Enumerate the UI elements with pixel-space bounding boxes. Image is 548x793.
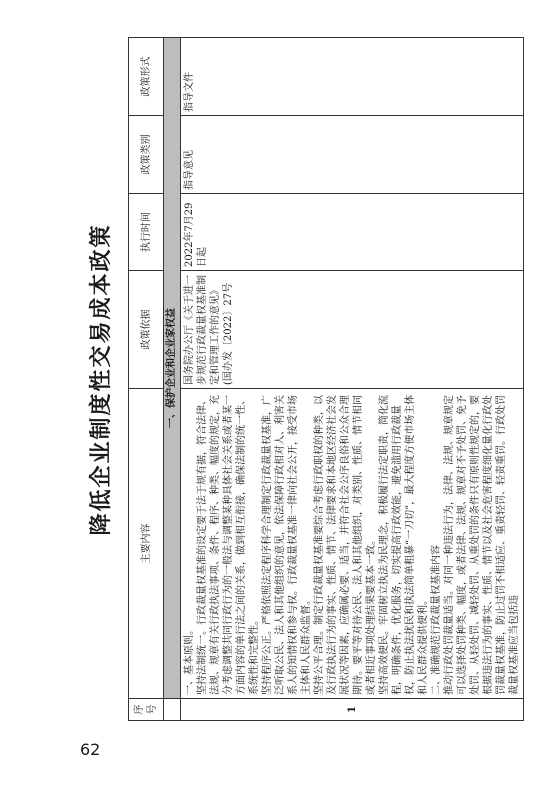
section-title: 一、保护企业和企业家权益 <box>164 38 181 699</box>
content-paragraph: 二、准确规范行政裁量权基准内容 <box>431 545 442 695</box>
table-header-row <box>129 38 164 721</box>
row-seq: 1 <box>181 699 524 721</box>
row-basis: 国务院办公厅《关于进一步规范行政裁量权基准制定和管理工作的意见》(国办发〔2022〕27号 <box>181 271 524 389</box>
content-paragraph: 坚持法制统一。行政裁量权基准的设定要于法于规有据，符合法律、法规、规章有关行政执法事项、条件、程序、种类、幅度的规定，充分考虑调整共同行政行为的一般法与调整某种具体社会关系或者某一方面内容的单行法之间的关系，做到相互衔接，确保法制的统一性、系统性和完整性。 <box>197 395 260 695</box>
content-paragraph: 坚持公平合理。制定行政裁量权基准要综合考虑行政职权的种类，以及行政执法行为的事实、性质、情节、法律要求和本地区经济社会发展状况等因素，应确属必要、适当，并符合社会公序良俗和公众合理期待。要平等对待公民、法人和其他组织，对类别、性质、情节相同或者相近事项处理结果要基本一致。 <box>314 395 377 695</box>
page-number: 62 <box>80 740 101 759</box>
section-row <box>164 38 181 721</box>
header-time: 执行时间 <box>129 194 164 271</box>
header-basis: 政策依据 <box>129 271 164 389</box>
table-row <box>181 38 524 721</box>
header-seq: 序号 <box>129 699 164 721</box>
row-content <box>181 389 524 699</box>
header-category: 政策类别 <box>129 116 164 194</box>
row-category: 指导意见 <box>181 116 524 194</box>
policy-table <box>128 37 524 721</box>
header-form: 政策形式 <box>129 38 164 116</box>
content-paragraph: 坚持程序公正。严格依照法定程序科学合理制定行政裁量权基准，广泛听取公民、法人和其他组织的意见，依法保障行政相对人、利害关系人的知情权和参与权。行政裁量权基准一律向社会公开，接受市场主体和人民群众监督。 <box>262 395 312 695</box>
page-title: 降低企业制度性交易成本政策 <box>89 223 114 536</box>
row-time: 2022年7月29日起 <box>181 194 524 271</box>
content-paragraph: 推动行政处罚裁量适当。对同一种违法行为，法律、法规、规章规定可以选择处罚种类、幅度，或者法律、法规、规章对不予处罚、免予处罚、从轻处罚、减轻处罚、从重处罚的条件只有原则性规定的，要根据违法行为的事实、性质、情节以及社会危害程度细化量化行政处罚裁量权基准，防止过罚不相适应、重责轻罚、轻责重罚。行政处罚裁量权基准应当包括违 <box>444 395 520 695</box>
rotated-page <box>84 38 520 721</box>
content-paragraph: 一、基本原则。 <box>184 625 195 695</box>
row-form: 指导文件 <box>181 38 524 116</box>
header-content: 主要内容 <box>129 389 164 699</box>
content-paragraph: 坚持高效便民。牢固树立执法为民理念，积极履行法定职责，简化流程，明确条件，优化服务，切实提高行政效能，避免滥用行政裁量权，防止执法扰民和执法简单粗暴“一刀切”，最大程度方便市场主体和人民群众提供便利。 <box>379 394 429 695</box>
